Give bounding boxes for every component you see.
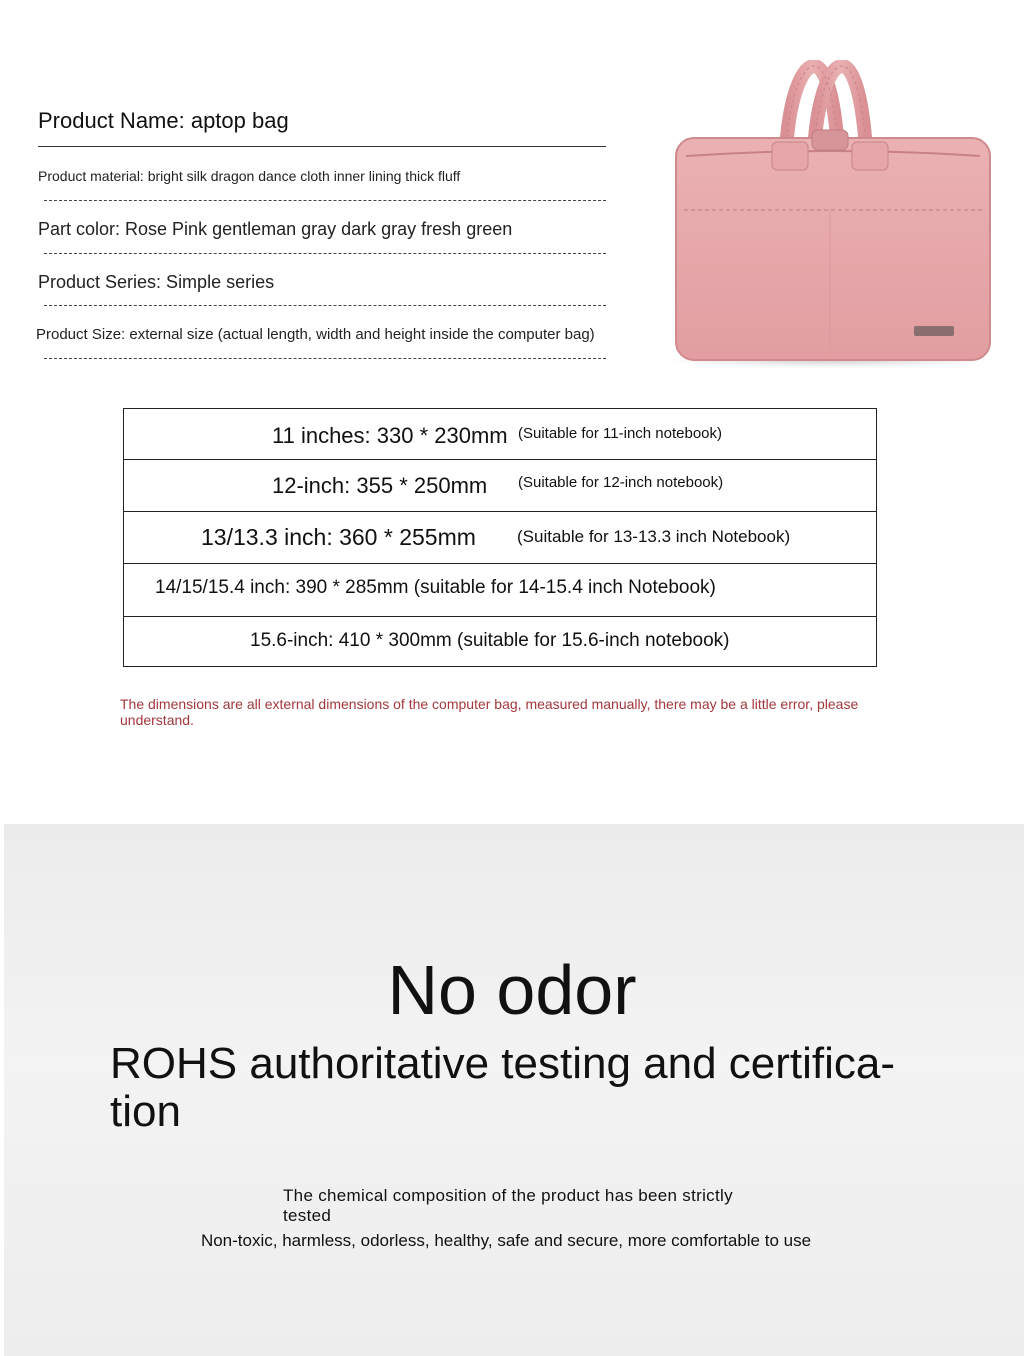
divider — [38, 146, 606, 147]
divider — [44, 200, 606, 201]
subheadline: ROHS authoritative testing and certifica-tion — [110, 1039, 896, 1136]
size-row-text: 14/15/15.4 inch: 390 * 285mm (suitable for 14-15.4 inch Notebook) — [155, 577, 716, 598]
safety-statement: Non-toxic, harmless, odorless, healthy, safe and secure, more comfortable to use — [200, 1231, 812, 1250]
size-value: 13/13.3 inch: 360 * 255mm — [201, 524, 476, 550]
table-row — [124, 617, 876, 667]
divider — [44, 253, 606, 254]
table-row — [124, 460, 876, 512]
size-value: 11 inches: 330 * 230mm — [272, 423, 508, 448]
size-note: (Suitable for 11-inch notebook) — [518, 425, 723, 442]
size-row-text: 15.6-inch: 410 * 300mm (suitable for 15.6-inch notebook) — [250, 630, 730, 651]
product-color: Part color: Rose Pink gentleman gray dark gray fresh green — [38, 219, 513, 239]
table-row — [124, 564, 876, 617]
size-value: 12-inch: 355 * 250mm — [272, 473, 488, 498]
size-note: (Suitable for 13-13.3 inch Notebook) — [517, 527, 791, 546]
size-note: (Suitable for 12-inch notebook) — [518, 474, 724, 491]
table-row — [124, 409, 876, 460]
product-name: Product Name: aptop bag — [38, 108, 289, 133]
product-size: Product Size: external size (actual length, width and height inside the computer bag) — [36, 326, 595, 343]
product-series: Product Series: Simple series — [38, 272, 275, 292]
product-material: Product material: bright silk dragon dance cloth inner lining thick fluff — [38, 168, 461, 184]
size-table — [123, 408, 877, 667]
divider — [44, 305, 606, 306]
headline: No odor — [387, 951, 637, 1029]
dimension-disclaimer: The dimensions are all external dimensions of the computer bag, measured manually, there may be a little error, please understand. — [120, 696, 859, 728]
pink-laptop-bag-image — [664, 60, 992, 370]
divider — [44, 358, 606, 359]
table-row — [124, 512, 876, 564]
chemical-statement: The chemical composition of the product has been strictly tested — [283, 1186, 733, 1225]
